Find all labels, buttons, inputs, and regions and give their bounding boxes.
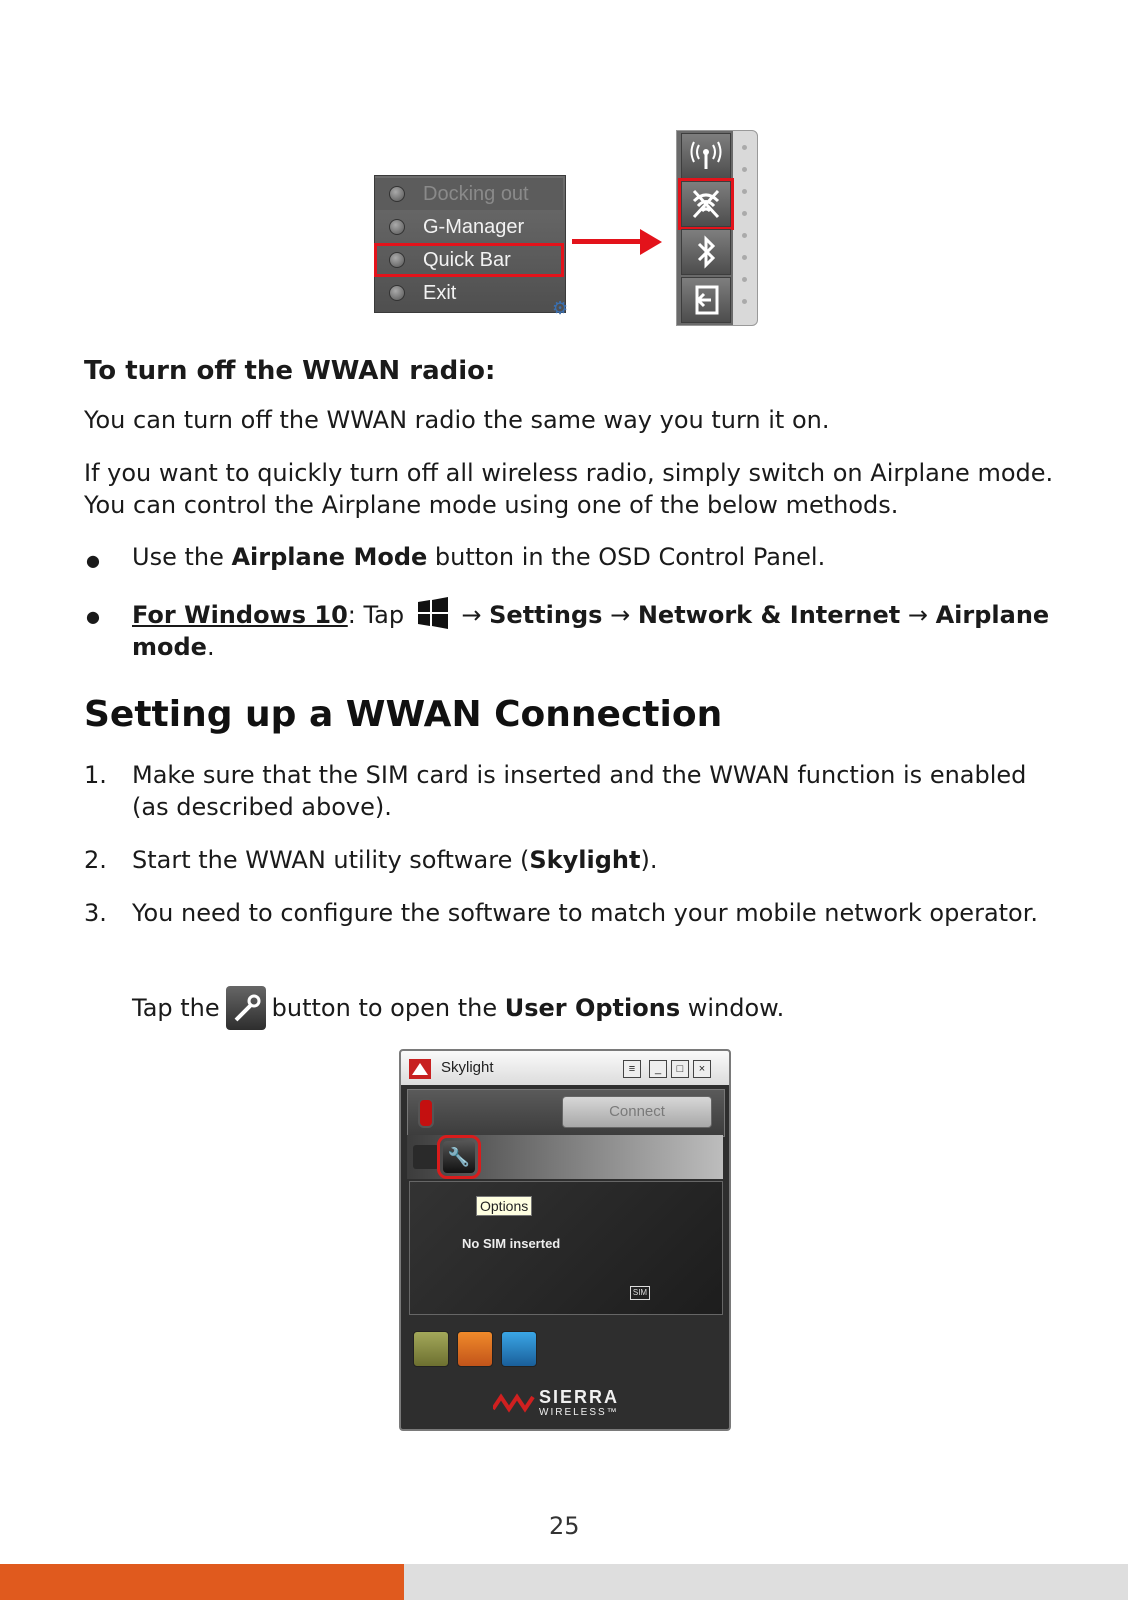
status-panel — [409, 1181, 723, 1315]
home-icon[interactable] — [413, 1331, 449, 1367]
step-number: 3. — [84, 899, 107, 927]
brand-name: SIERRA — [539, 1387, 620, 1407]
section-heading: To turn off the WWAN radio: — [84, 356, 496, 386]
connect-button[interactable]: Connect — [562, 1096, 712, 1128]
sim-status-text: No SIM inserted — [462, 1236, 561, 1251]
options-tooltip: Options — [476, 1196, 532, 1216]
network-tab-icon[interactable] — [413, 1145, 439, 1169]
sim-icon: SIM — [630, 1286, 650, 1300]
bluetooth-icon[interactable] — [681, 229, 731, 275]
skylight-logo-icon — [409, 1059, 431, 1079]
list-item: Use the Airplane Mode button in the OSD Control Panel. — [132, 543, 826, 571]
menu-bullet-icon — [389, 186, 405, 202]
tap-instruction: Tap the button to open the User Options window. — [132, 986, 1052, 1030]
sierra-logo-icon — [493, 1389, 535, 1415]
close-button[interactable]: × — [693, 1060, 711, 1078]
skylight-window — [399, 1049, 731, 1431]
wifi-off-icon[interactable] — [681, 181, 731, 227]
paragraph: If you want to quickly turn off all wireless radio, simply switch on Airplane mode. You can control the Airplane mode using one of the below methods. — [84, 459, 1054, 519]
windows10-link[interactable]: For Windows 10 — [132, 601, 348, 629]
tray-context-menu — [374, 175, 566, 313]
menu-item-docking-out[interactable]: Docking out — [375, 178, 563, 210]
minimize-button[interactable]: _ — [649, 1060, 667, 1078]
red-arrow — [572, 239, 642, 244]
settings-gear-icon[interactable]: ⚙ — [552, 298, 569, 319]
options-wrench-button[interactable]: 🔧 — [443, 1141, 475, 1173]
menu-bullet-icon — [389, 219, 405, 235]
title-bar — [401, 1051, 729, 1085]
toolbar — [407, 1135, 723, 1179]
quick-bar — [676, 130, 758, 326]
red-arrow-head — [640, 229, 662, 255]
windows-start-icon — [416, 597, 450, 629]
footer-bar-accent — [0, 1564, 404, 1600]
menu-bullet-icon — [389, 252, 405, 268]
step-number: 1. — [84, 761, 107, 789]
menu-item-g-manager[interactable]: G-Manager — [375, 211, 563, 243]
bullet: ● — [86, 607, 100, 626]
section-title: Setting up a WWAN Connection — [84, 694, 723, 735]
brand-sub: WIRELESS™ — [539, 1407, 619, 1418]
quick-bar-buttons — [677, 131, 733, 325]
list-item: For Windows 10: Tap → Settings → Network & Internet → Airplane mode. — [132, 597, 1052, 663]
step-text: Start the WWAN utility software (Skylight). — [132, 846, 658, 874]
menu-item-quick-bar[interactable]: Quick Bar — [375, 244, 563, 276]
help-lifebuoy-icon[interactable] — [501, 1331, 537, 1367]
window-title: Skylight — [441, 1059, 494, 1076]
wwan-antenna-icon[interactable] — [681, 133, 731, 179]
signal-graph-icon[interactable] — [457, 1331, 493, 1367]
bullet: ● — [86, 551, 100, 570]
menu-button[interactable]: ≡ — [623, 1060, 641, 1078]
status-indicator — [418, 1098, 434, 1128]
step-number: 2. — [84, 846, 107, 874]
exit-icon[interactable] — [681, 277, 731, 323]
connection-bar — [407, 1089, 725, 1137]
menu-bullet-icon — [389, 285, 405, 301]
paragraph: You can turn off the WWAN radio the same way you turn it on. — [84, 406, 830, 434]
step-text: Make sure that the SIM card is inserted and the WWAN function is enabled (as described above). — [132, 761, 1027, 821]
footer-bar — [404, 1564, 1128, 1600]
maximize-button[interactable]: □ — [671, 1060, 689, 1078]
menu-item-exit[interactable]: Exit — [375, 277, 563, 309]
wrench-icon — [226, 986, 266, 1030]
page-number: 25 — [549, 1512, 580, 1540]
step-text: You need to configure the software to match your mobile network operator. — [132, 899, 1039, 927]
